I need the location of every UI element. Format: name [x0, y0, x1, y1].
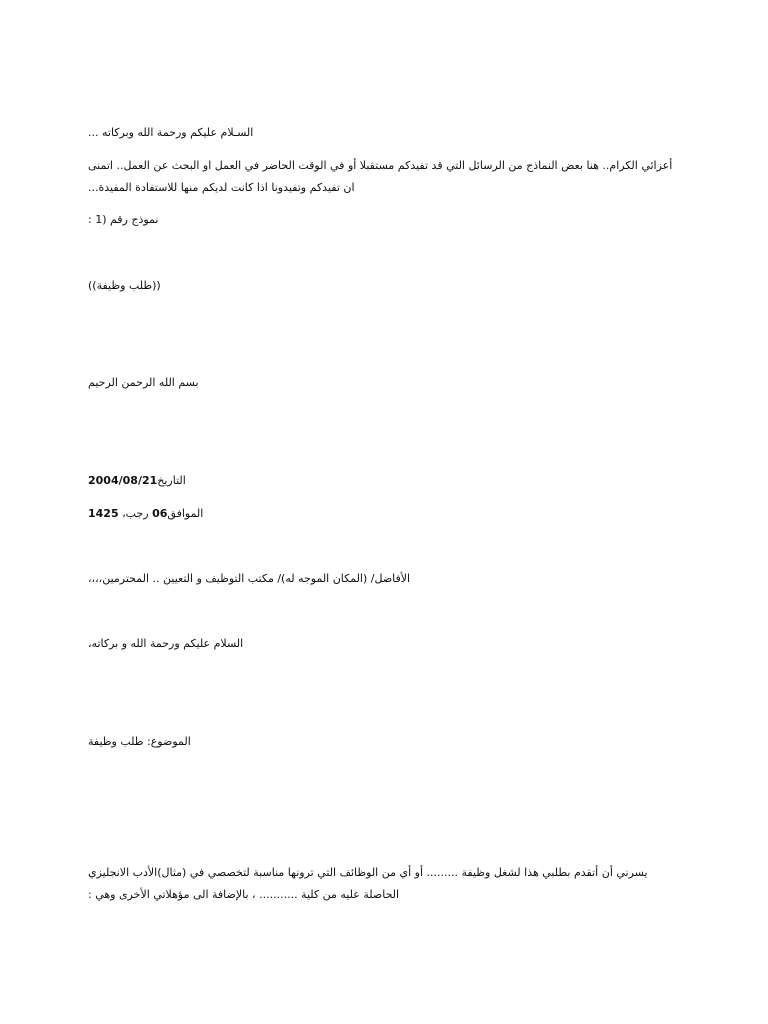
subject-line: الموضوع: طلب وظيفة: [88, 735, 191, 748]
salutation-line: السلام عليكم ورحمة الله و بركاته،: [88, 637, 244, 650]
hijri-day: 06: [152, 507, 168, 520]
date-line: [88, 470, 686, 492]
intro-paragraph: أعزائي الكرام.. هنا بعض النماذج من الرسائل التي قد تفيدكم مستقبلا أو في الوقت الحاضر في العمل او البحث عن العمل.. اتمنى ان تفيدكم وتفيدونا اذا كانت لديكم منها للاستفادة المفيدة...: [88, 159, 673, 194]
hijri-month: رجب،: [122, 507, 149, 520]
request-title: ((طلب وظيفة)): [88, 279, 161, 292]
greeting-line: السـلام عليكم ورحمة الله وبركاته ...: [88, 126, 254, 139]
hijri-date-line: [88, 503, 686, 525]
hijri-year: 1425: [88, 507, 119, 520]
hijri-label: الموافق: [167, 507, 204, 520]
basmala: بسم الله الرحمن الرحيم: [88, 376, 199, 389]
body-paragraph: يسرني أن أتقدم بطلبي هذا لشغل وظيفة ......... أو أي من الوظائف التي ترونها مناسبة لتخصصي في (مثال)الأدب الانجليزي الحاصلة عليه من كلية ........... ، بالإضافة الى مؤهلاتي الأخرى وهي :: [88, 866, 648, 901]
addressee-line: الأفاضل/ (المكان الموجه له)/ مكتب التوظيف و التعيين .. المحترمين،،،،: [88, 572, 411, 585]
date-label: التاريخ: [157, 474, 186, 487]
sample-heading: نموذج رقم (1 :: [88, 213, 159, 226]
date-value: 2004/08/21: [88, 474, 158, 487]
